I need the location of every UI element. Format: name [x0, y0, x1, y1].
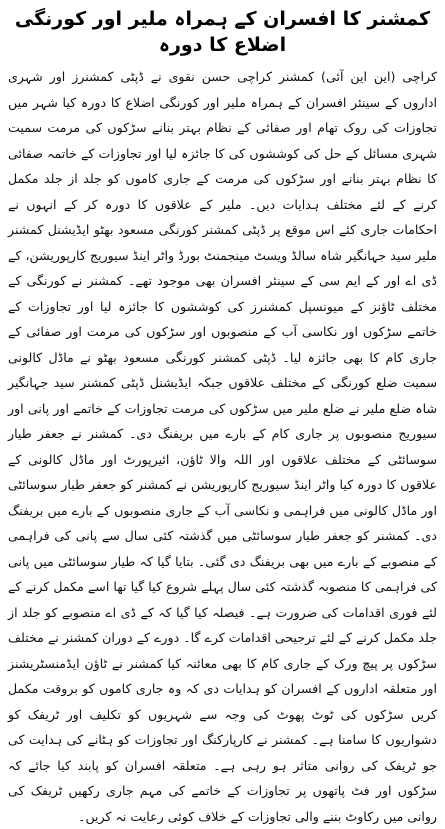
article-body: کراچی (این این آئی) کمشنر کراچی حسن نقوی نے ڈپٹی کمشنرز اور شہری اداروں کے سینئر افسران کے ہمراہ ملیر اور کورنگی اضلاع کا دورہ کیا شہر میں تجاوزات کی روک تھام اور صفائی کے نظام بہتر بنانے سڑکوں کی مرمت سمیت شہری مسائل کے حل کی کوششوں کی کا جائزہ لیا اور تجاوزات کے خاتمہ صفائی کا نظام بہتر بنانے اور سڑکوں کی مرمت کے جاری کاموں کو جلد از جلد مکمل کرنے کے لئے مختلف ہدایات دیں۔ ملیر کے علاقوں کا دورہ کر کے انہوں نے احکامات جاری کئے اس موقع پر ڈپٹی کمشنر کورنگی مسعود بھٹو ایڈیشنل کمشنر ملیر سید جہانگیر شاہ سالڈ ویسٹ مینجمنٹ بورڈ واٹر اینڈ سیوریج کارپوریشن، کے ڈی اے اور کے ایم سی کے سینئر افسران بھی موجود تھے۔ کمشنر نے کورنگی کے مختلف ٹاؤنز کے میونسپل کمشنرز کی کوششوں کا جائزہ لیا اور تجاوزات کے خاتمے سڑکوں اور نکاسی آب کے منصوبوں اور سڑکوں کی مرمت اور صفائی کے جاری کام کا بھی جائزہ لیا۔ ڈپٹی کمشنر کورنگی مسعود بھٹو نے ماڈل کالونی سمیت ضلع کورنگی کے مختلف علاقوں جبکہ ایڈیشنل ڈپٹی کمشنر سید جہانگیر شاہ ضلع ملیر نے ضلع ملیر میں سڑکوں کی مرمت تجاوزات کے خاتمے اور پانی اور سیوریج منصوبوں پر جاری کام کے بارے میں بریفنگ دی۔ کمشنر نے جعفر طیار سوسائٹی کے مختلف علاقوں اور اللہ والا ٹاؤن، ائیرپورٹ اور ماڈل کالونی کے علاقوں کا دورہ کیا واٹر اینڈ سیوریج کارپوریشن نے کمشنر کو جعفر طیار سوسائٹی اور ماڈل کالونی میں فراہمی و نکاسی آب کے جاری منصوبوں کے بارے میں بریفنگ دی۔ کمشنر کو جعفر طیار سوسائٹی میں گذشتہ کئی سال سے پانی کی فراہمی کے منصوبے کے بارے میں بھی بریفنگ دی گئی۔ بتایا گیا کہ طیار سوسائٹی میں پانی کی فراہمی کا منصوبہ گذشتہ کئی سال پہلے شروع کیا گیا تھا اسے مکمل کرنے کے لئے فوری اقدامات کی ضرورت ہے۔ فیصلہ کیا گیا کہ کے ڈی اے منصوبے کو جلد از جلد مکمل کرنے کے لئے ترجیحی اقدامات کرے گا۔ دورے کے دوران کمشنر نے مختلف سڑکوں پر پیچ ورک کے جاری کام کا بھی معائنہ کیا کمشنر نے ٹاؤن ایڈمنسٹریشنز اور متعلقہ اداروں کے افسران کو ہدایات دی کہ وہ جاری کاموں کو بروقت مکمل کریں سڑکوں کی ٹوٹ پھوٹ کی وجہ سے شہریوں کو تکلیف اور ٹریفک کو دشواریوں کا سامنا ہے۔ کمشنر نے کارپارکنگ اور تجاوزات کو ہٹانے کی ہدایت کی جو ٹریفک کی روانی متاثر ہو رہی ہے۔ متعلقہ افسران کو پابند کیا جائے کہ سڑکوں اور فٹ پاتھوں پر تجاوزات کے خاتمے کی مہم جاری رکھیں ٹریفک کی روانی میں رکاوٹ بننے والی تجاوزات کے خلاف کوئی رعایت نہ کریں۔ — [8, 69, 437, 824]
article-body-container — [8, 64, 437, 829]
article-headline: کمشنر کا افسران کے ہمراہ ملیر اور کورنگی اضلاع کا دورہ — [14, 8, 431, 56]
